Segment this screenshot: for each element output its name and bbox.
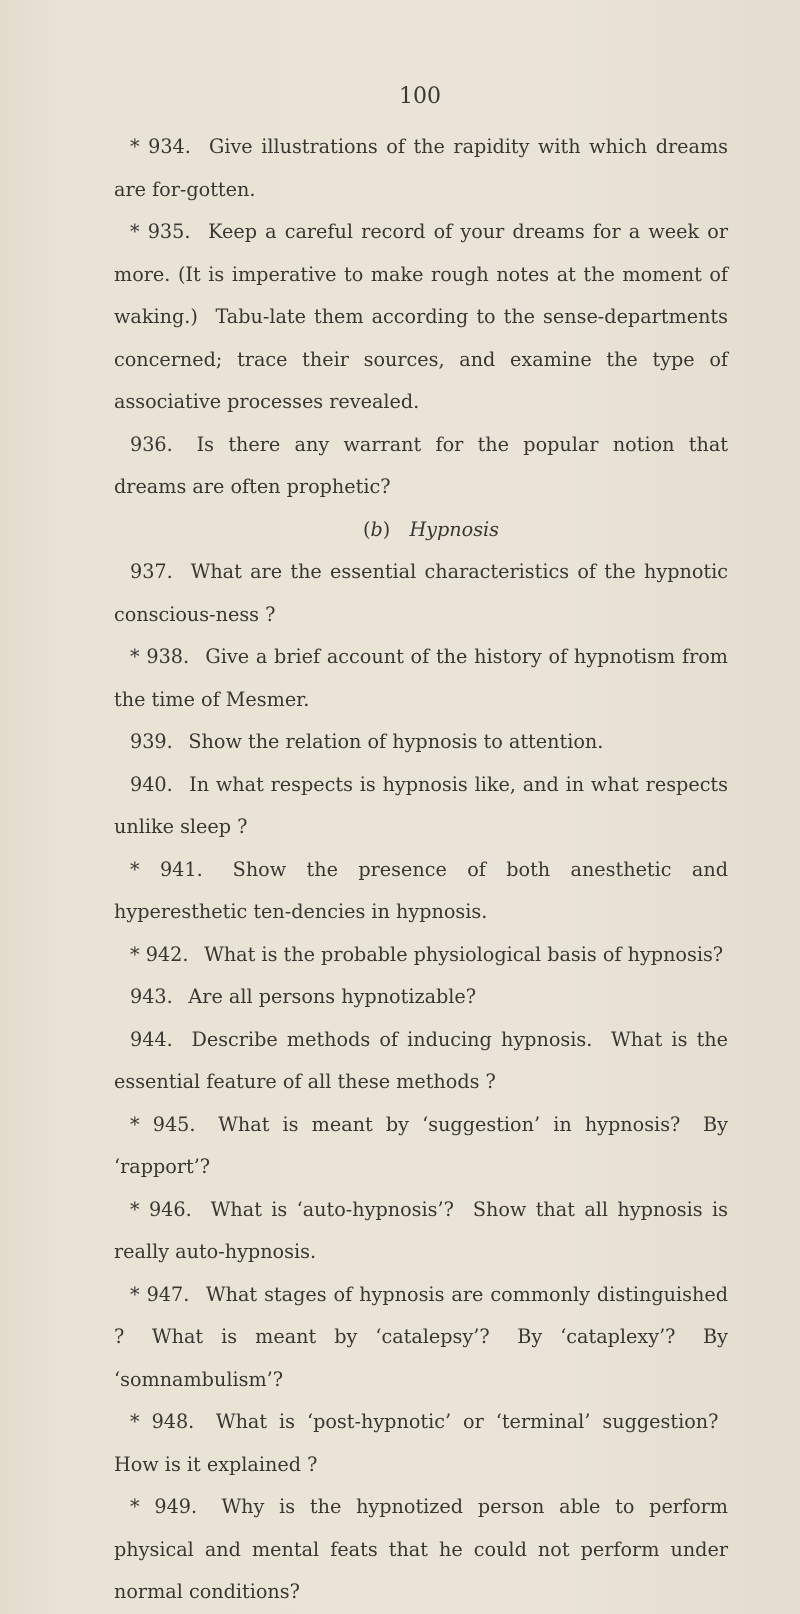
page-number: 100 — [399, 84, 441, 109]
question-941: * 941. Show the presence of both anesthetic and hyperesthetic ten-dencies in hypnosis. — [114, 857, 728, 923]
question-946: * 946. What is ‘auto-hypnosis’? Show that all hypnosis is really auto-hypnosis. — [114, 1197, 728, 1263]
section-letter: b — [370, 517, 383, 541]
question-942: * 942. What is the probable physiological basis of hypnosis? — [130, 942, 724, 966]
section-heading: (b) Hypnosis — [362, 517, 500, 541]
question-936: 936. Is there any warrant for the popular notion that dreams are often prophetic? — [114, 432, 728, 498]
questions-text — [114, 126, 728, 1614]
question-938: * 938. Give a brief account of the history of hypnotism from the time of Mesmer. — [114, 645, 728, 711]
question-949: * 949. Why is the hypnotized person able to perform physical and mental feats that he could not perform under normal conditions? — [114, 1495, 728, 1603]
question-944: 944. Describe methods of inducing hypnosis. What is the essential feature of all these methods ? — [114, 1027, 728, 1093]
question-947: * 947. What stages of hypnosis are commonly distinguished ? What is meant by ‘catalepsy’? By ‘cataplexy’? By ‘somnambulism’? — [114, 1282, 728, 1391]
section-title: Hypnosis — [409, 517, 500, 541]
question-943: 943. Are all persons hypnotizable? — [130, 985, 477, 1008]
question-937: 937. What are the essential characteristics of the hypnotic conscious-ness ? — [114, 560, 728, 626]
question-940: 940. In what respects is hypnosis like, and in what respects unlike sleep ? — [114, 772, 728, 838]
question-935: * 935. Keep a careful record of your dreams for a week or more. (It is imperative to make rough notes at the moment of waking.) Tabu-late them according to the sense-departments concerned; trace their sources, and examine the type of associative processes revealed. — [114, 220, 728, 413]
question-948: * 948. What is ‘post-hypnotic’ or ‘terminal’ suggestion? How is it explained ? — [114, 1410, 728, 1476]
question-939: 939. Show the relation of hypnosis to attention. — [130, 730, 604, 753]
question-934: * 934. Give illustrations of the rapidity with which dreams are for-gotten. — [114, 135, 728, 201]
question-945: * 945. What is meant by ‘suggestion’ in hypnosis? By ‘rapport’? — [114, 1112, 728, 1178]
